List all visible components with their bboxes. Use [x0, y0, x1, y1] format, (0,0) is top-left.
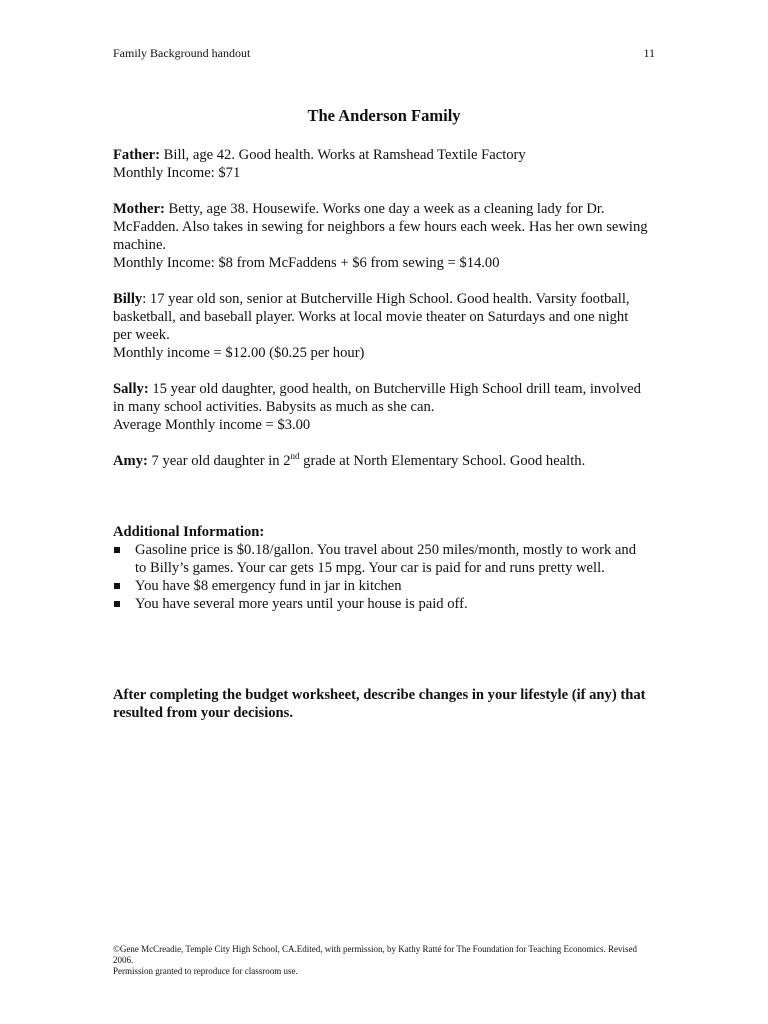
billy-income: Monthly income = $12.00 ($0.25 per hour)	[113, 345, 365, 361]
father-income: Monthly Income: $71	[113, 165, 241, 181]
additional-heading: Additional Information:	[113, 524, 265, 540]
amy-description-end: grade at North Elementary School. Good health.	[299, 453, 586, 469]
mother-section	[113, 200, 648, 272]
footer	[113, 944, 648, 977]
list-item: You have $8 emergency fund in jar in kitchen	[113, 577, 648, 595]
billy-label: Billy	[113, 291, 143, 307]
additional-list	[113, 541, 648, 613]
sally-section	[113, 380, 648, 434]
page-title: The Anderson Family	[307, 106, 461, 125]
header-title: Family Background handout	[113, 46, 251, 60]
billy-section	[113, 290, 648, 362]
footer-permission: Permission granted to reproduce for classroom use.	[113, 966, 298, 976]
mother-income: Monthly Income: $8 from McFaddens + $6 from sewing = $14.00	[113, 255, 500, 271]
square-bullet-icon	[114, 547, 120, 553]
amy-section	[113, 452, 648, 470]
mother-description: Betty, age 38. Housewife. Works one day a week as a cleaning lady for Dr. McFadden. Also takes in sewing for neighbors a few hours each week. Has her own sewing machine.	[113, 201, 648, 253]
list-item: You have several more years until your house is paid off.	[113, 595, 648, 613]
father-description: Bill, age 42. Good health. Works at Ramshead Textile Factory	[160, 147, 526, 163]
billy-description: : 17 year old son, senior at Butcherville High School. Good health. Varsity football, basketball, and baseball player. Works at local movie theater on Saturdays and one night per week.	[113, 291, 630, 343]
additional-information	[113, 523, 648, 613]
square-bullet-icon	[114, 583, 120, 589]
amy-description-start: 7 year old daughter in 2	[147, 453, 291, 469]
father-section	[113, 146, 648, 182]
father-label: Father:	[113, 147, 161, 163]
square-bullet-icon	[114, 601, 120, 607]
closing-instruction: After completing the budget worksheet, describe changes in your lifestyle (if any) that resulted from your decisions.	[113, 687, 646, 721]
mother-label: Mother:	[113, 201, 165, 217]
sally-income: Average Monthly income = $3.00	[113, 417, 311, 433]
amy-label: Amy:	[113, 453, 148, 469]
list-item: Gasoline price is $0.18/gallon. You travel about 250 miles/month, mostly to work and to Billy’s games. Your car gets 15 mpg. Your car is paid for and runs pretty well.	[113, 541, 648, 577]
amy-grade-suffix: nd	[290, 451, 300, 462]
page-number: 11	[643, 46, 655, 60]
sally-description: 15 year old daughter, good health, on Butcherville High School drill team, involved in many school activities. Babysits as much as she can.	[113, 381, 641, 415]
running-header	[113, 46, 655, 61]
sally-label: Sally:	[113, 381, 149, 397]
family-members	[113, 146, 648, 488]
footer-copyright: ©Gene McCreadie, Temple City High School, CA.Edited, with permission, by Kathy Ratté for The Foundation for Teaching Economics. Revised 2006.	[113, 944, 637, 965]
